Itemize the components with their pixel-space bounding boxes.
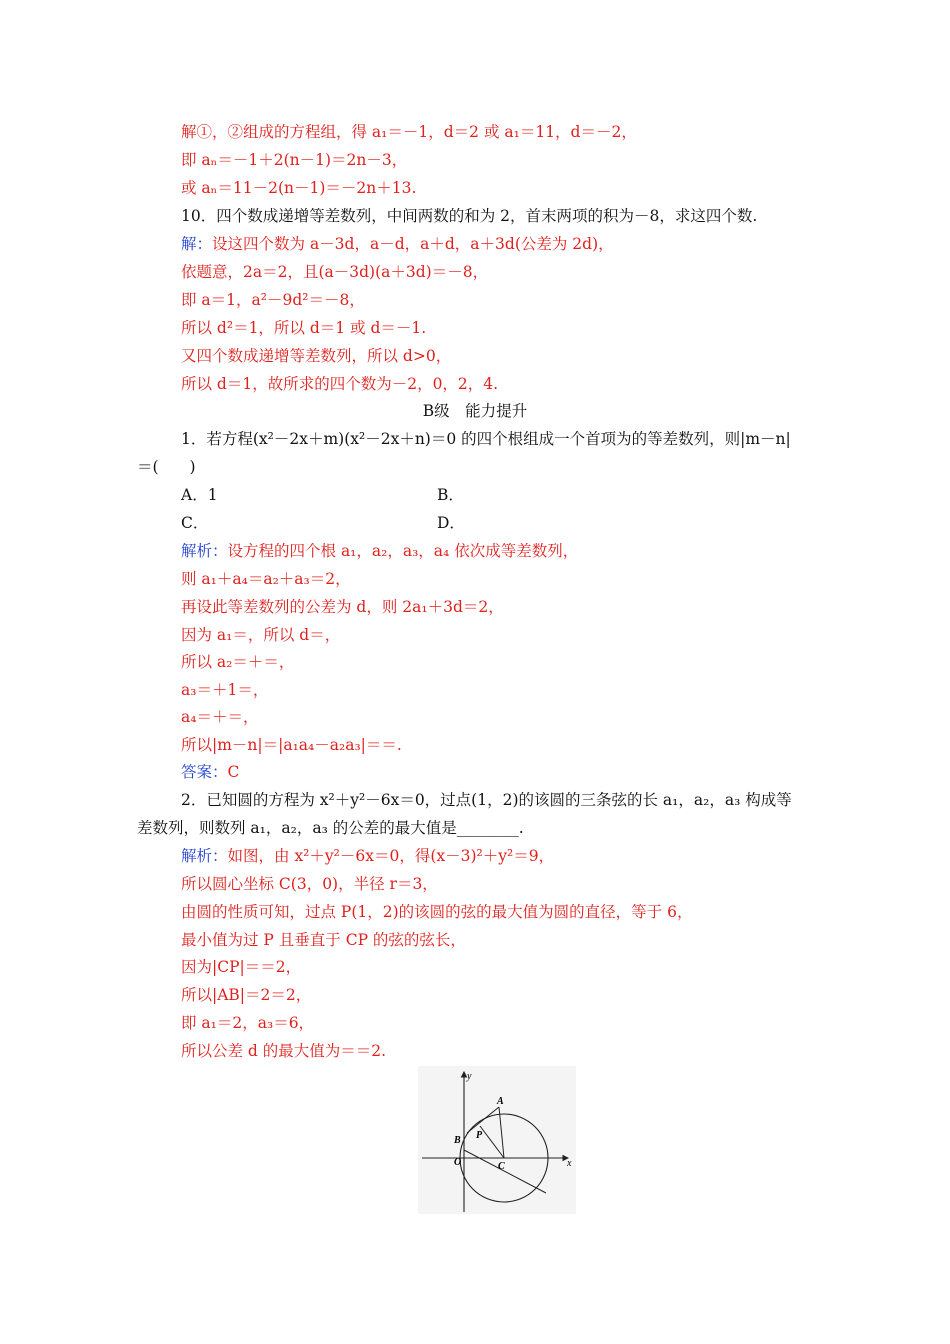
text-line: 最小值为过 P 且垂直于 CP 的弦的弦长， (181, 931, 466, 949)
solution-label: 解： (181, 235, 213, 253)
text-line: 所以 d＝1，故所求的四个数为－2，0，2，4. (181, 375, 499, 393)
analysis-label: 解析： (181, 542, 228, 560)
analysis-label: 解析： (181, 847, 228, 865)
text-line: 由圆的性质可知，过点 P(1，2)的该圆的弦的最大值为圆的直径，等于 6， (181, 903, 693, 921)
chord-ab (467, 1107, 499, 1133)
text-line: 所以 d²＝1，所以 d＝1 或 d＝－1. (181, 319, 427, 337)
label-a: A (497, 1096, 504, 1107)
option-c: C． (181, 514, 209, 532)
text-line: 即 aₙ＝－1＋2(n－1)＝2n－3， (181, 151, 408, 169)
text-line: 解①，②组成的方程组，得 a₁＝－1，d＝2 或 a₁＝11，d＝－2， (181, 123, 637, 141)
analysis-line: 解析：设方程的四个根 a₁，a₂，a₃，a₄ 依次成等差数列， (181, 542, 579, 560)
label-b: B (454, 1135, 461, 1146)
problem-2-cont: 差数列，则数列 a₁，a₂，a₃ 的公差的最大值是________. (137, 819, 524, 837)
circle-diagram (418, 1066, 576, 1214)
problem-2: 2．已知圆的方程为 x²＋y²－6x＝0，过点(1，2)的该圆的三条弦的长 a₁，a₂，a₃ 构成等 (181, 791, 792, 809)
label-y: y (467, 1071, 472, 1082)
segment-ac (499, 1107, 504, 1158)
answer-label: 答案： (181, 763, 228, 781)
text-line: 或 aₙ＝11－2(n－1)＝－2n＋13. (181, 179, 417, 197)
text-line: 所以公差 d 的最大值为＝＝2. (181, 1042, 387, 1060)
problem-1-bracket: ＝( ) (137, 458, 196, 476)
label-c: C (498, 1161, 505, 1172)
text-line: 所以|AB|＝2＝2， (181, 986, 312, 1004)
diameter-line (464, 1150, 546, 1193)
section-heading: B级 能力提升 (422, 402, 528, 420)
option-d: D． (437, 514, 465, 532)
circle-figure (418, 1066, 576, 1214)
analysis-line: 解析：如图，由 x²＋y²－6x＝0，得(x－3)²＋y²＝9， (181, 847, 555, 865)
text-line: 所以 a₂＝＋＝， (181, 653, 295, 671)
text-line: a₃＝＋1＝， (181, 681, 269, 699)
text-line: 即 a₁＝2，a₃＝6， (181, 1014, 315, 1032)
label-p: P (476, 1130, 483, 1141)
text-line: 所以圆心坐标 C(3，0)，半径 r＝3， (181, 875, 438, 893)
text-line: 又四个数成递增等差数列，所以 d>0， (181, 347, 452, 365)
text-line: a₄＝＋＝， (181, 708, 259, 726)
label-o: O (454, 1157, 462, 1168)
text-line: 再设此等差数列的公差为 d，则 2a₁＋3d＝2， (181, 598, 504, 616)
text-line: 所以|m－n|＝|a₁a₄－a₂a₃|＝＝. (181, 736, 402, 754)
label-x: x (567, 1158, 572, 1169)
segment-cp (480, 1126, 504, 1158)
text-line: 因为 a₁＝，所以 d＝， (181, 626, 341, 644)
option-a: A．1 (181, 486, 218, 504)
problem-1: 1．若方程(x²－2x＋m)(x²－2x＋n)＝0 的四个根组成一个首项为的等差数列，则|m－n| (181, 430, 791, 448)
answer-line: 答案：C (181, 763, 240, 781)
text-line: 则 a₁＋a₄＝a₂＋a₃＝2， (181, 570, 351, 588)
text-line: 因为|CP|＝＝2， (181, 958, 302, 976)
solution-line: 解：设这四个数为 a－3d，a－d，a＋d，a＋3d(公差为 2d)， (181, 235, 614, 253)
problem-10: 10．四个数成递增等差数列，中间两数的和为 2，首末两项的积为－8，求这四个数. (181, 207, 758, 225)
option-b: B． (437, 486, 464, 504)
text-line: 依题意，2a＝2，且(a－3d)(a＋3d)＝－8， (181, 263, 489, 281)
text-line: 即 a＝1，a²－9d²＝－8， (181, 291, 365, 309)
